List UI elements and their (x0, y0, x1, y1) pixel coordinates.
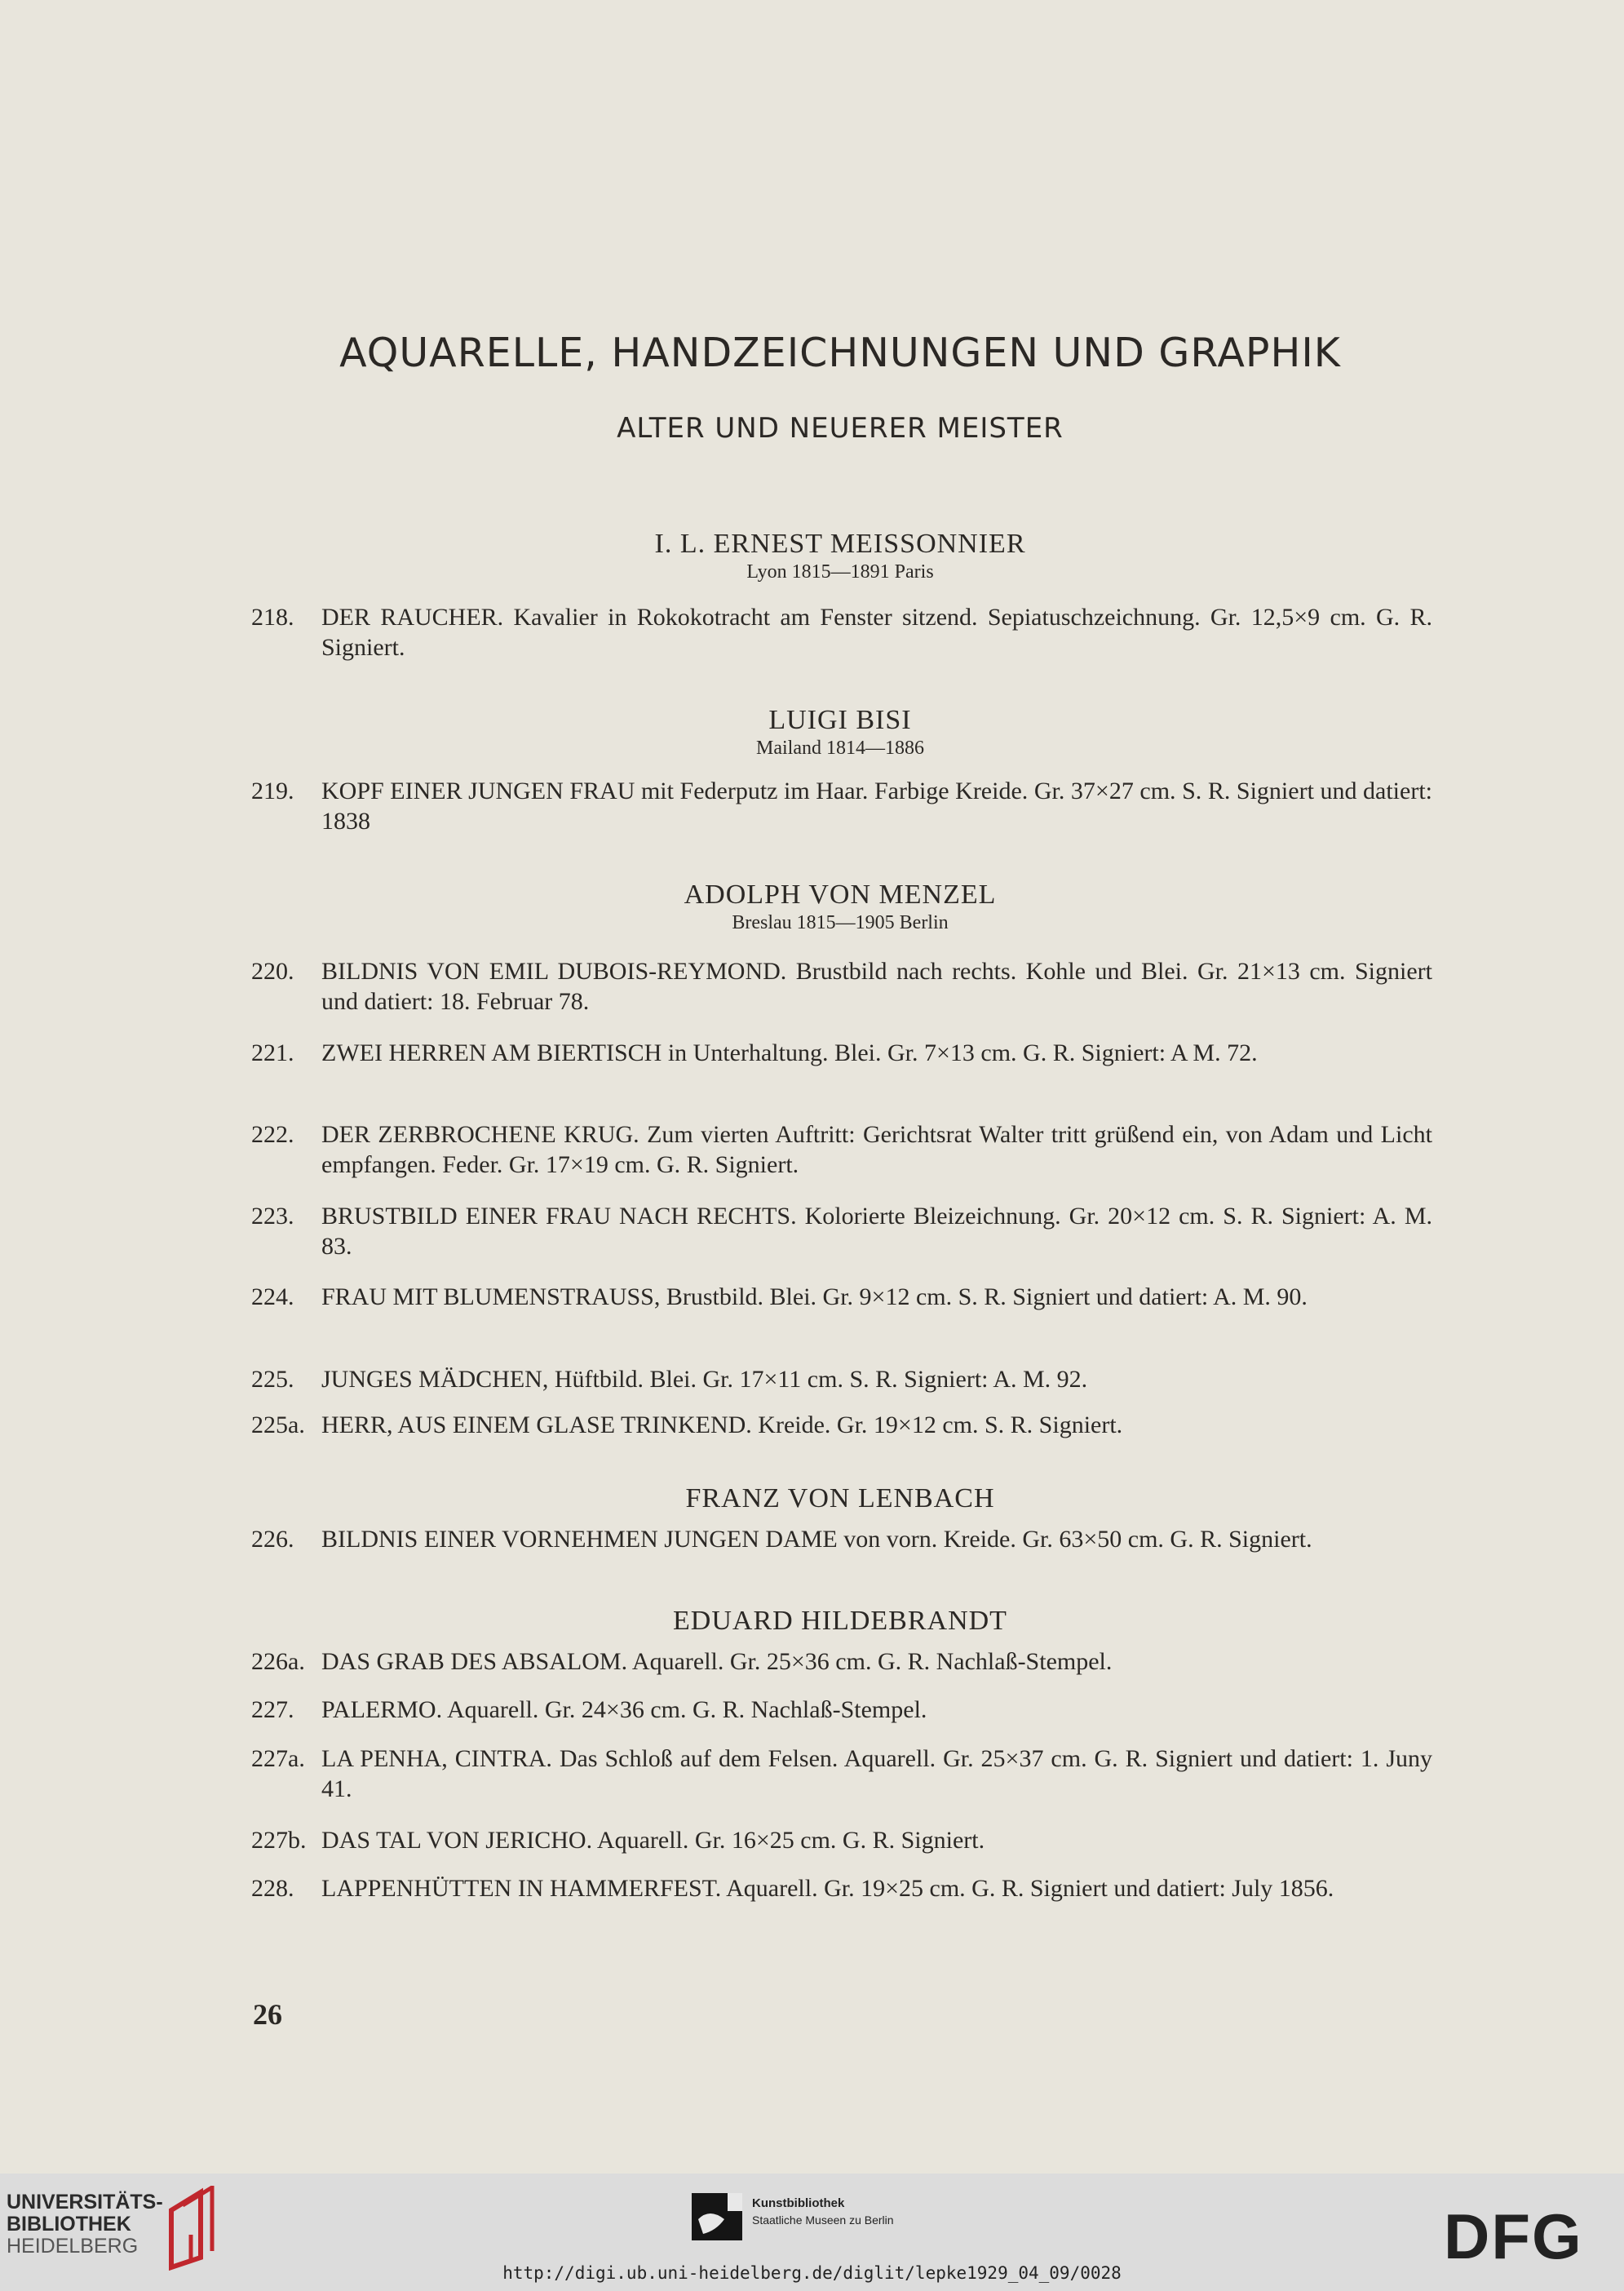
catalog-entry (251, 1119, 1432, 1180)
entry-number: 227. (251, 1696, 294, 1723)
artist-heading (0, 705, 1624, 760)
entry-number: 218. (251, 604, 294, 631)
artist-life: Mailand 1814—1886 (756, 738, 924, 759)
entry-text: JUNGES MÄDCHEN, Hüftbild. Blei. Gr. 17×11 cm. S. R. Signiert: A. M. 92. (321, 1366, 1088, 1393)
artist-life: Breslau 1815—1905 Berlin (732, 912, 949, 933)
catalog-entry (251, 1282, 1432, 1312)
partner-sub: Staatliche Museen zu Berlin (752, 2213, 894, 2227)
entry-number: 227a. (251, 1745, 305, 1772)
library-name-line3: HEIDELBERG (7, 2235, 139, 2258)
dfg-logo[interactable]: DFG (1444, 2200, 1583, 2272)
artist-heading (0, 1483, 1624, 1514)
entry-text: DER ZERBROCHENE KRUG. Zum vierten Auftritt: Gerichtsrat Walter tritt grüßend ein, von Adam und Licht empfangen. Feder. Gr. 17×19 cm. G. R. Signiert. (321, 1121, 1432, 1178)
catalog-entry (251, 1364, 1432, 1394)
entry-number: 224. (251, 1283, 294, 1310)
catalog-entry (251, 1410, 1432, 1440)
catalog-entry (251, 1201, 1432, 1261)
entry-number: 225. (251, 1366, 294, 1393)
entry-text: BILDNIS VON EMIL DUBOIS-REYMOND. Brustbild nach rechts. Kohle und Blei. Gr. 21×13 cm. Signiert und datiert: 18. Februar 78. (321, 958, 1432, 1015)
entry-text: ZWEI HERREN AM BIERTISCH in Unterhaltung. Blei. Gr. 7×13 cm. G. R. Signiert: A M. 72. (321, 1039, 1258, 1066)
artist-name: ADOLPH VON MENZEL (684, 880, 997, 910)
catalog-entry (251, 1695, 1432, 1725)
entry-number: 225a. (251, 1411, 305, 1438)
kunstbibliothek-logo-icon (692, 2193, 742, 2240)
university-library-logo[interactable] (7, 2191, 163, 2258)
library-emblem-icon (163, 2186, 225, 2271)
entry-text: LA PENHA, CINTRA. Das Schloß auf dem Felsen. Aquarell. Gr. 25×37 cm. G. R. Signiert und datiert: 1. Juny 41. (321, 1745, 1432, 1802)
entry-text: FRAU MIT BLUMENSTRAUSS, Brustbild. Blei. Gr. 9×12 cm. S. R. Signiert und datiert: A. M. 90. (321, 1283, 1308, 1310)
library-name-line2: BIBLIOTHEK (7, 2213, 131, 2236)
entry-number: 228. (251, 1875, 294, 1902)
catalog-entry (251, 1744, 1432, 1804)
catalog-entry (251, 1038, 1432, 1068)
entry-text: PALERMO. Aquarell. Gr. 24×36 cm. G. R. Nachlaß-Stempel. (321, 1696, 927, 1723)
page-url-link[interactable]: http://digi.ub.uni-heidelberg.de/diglit/lepke1929_04_09/0028 (502, 2263, 1122, 2283)
entry-number: 226. (251, 1526, 294, 1553)
entry-text: BILDNIS EINER VORNEHMEN JUNGEN DAME von vorn. Kreide. Gr. 63×50 cm. G. R. Signiert. (321, 1526, 1312, 1553)
artist-heading (0, 1606, 1624, 1637)
catalog-entry (251, 1873, 1432, 1903)
artist-life: Lyon 1815—1891 Paris (746, 561, 934, 583)
page-title: AQUARELLE, HANDZEICHNUNGEN UND GRAPHIK (339, 330, 1341, 376)
entry-text: DAS GRAB DES ABSALOM. Aquarell. Gr. 25×36 cm. G. R. Nachlaß-Stempel. (321, 1648, 1113, 1675)
entry-text: DAS TAL VON JERICHO. Aquarell. Gr. 16×25 cm. G. R. Signiert. (321, 1827, 985, 1854)
entry-number: 220. (251, 958, 294, 985)
catalog-entry (251, 602, 1432, 662)
entry-text: BRUSTBILD EINER FRAU NACH RECHTS. Kolorierte Bleizeichnung. Gr. 20×12 cm. S. R. Signiert: A. M. 83. (321, 1203, 1432, 1260)
entry-number: 223. (251, 1203, 294, 1230)
artist-name: LUIGI BISI (768, 705, 912, 735)
entry-text: KOPF EINER JUNGEN FRAU mit Federputz im Haar. Farbige Kreide. Gr. 37×27 cm. S. R. Signiert und datiert: 1838 (321, 778, 1432, 835)
entry-number: 227b. (251, 1827, 307, 1854)
artist-heading (0, 529, 1624, 583)
entry-number: 222. (251, 1121, 294, 1148)
catalog-entry (251, 1825, 1432, 1855)
page-subtitle: ALTER UND NEUERER MEISTER (617, 412, 1064, 445)
catalog-entry (251, 776, 1432, 836)
artist-name: EDUARD HILDEBRANDT (673, 1606, 1007, 1636)
artist-heading (0, 880, 1624, 934)
entry-number: 226a. (251, 1648, 305, 1675)
library-name-line1: UNIVERSITÄTS- (7, 2191, 163, 2213)
artist-name: FRANZ VON LENBACH (685, 1483, 995, 1513)
entry-number: 221. (251, 1039, 294, 1066)
partner-name: Kunstbibliothek (752, 2196, 845, 2210)
catalog-entry (251, 1524, 1432, 1554)
entry-number: 219. (251, 778, 294, 804)
catalog-entry (251, 1646, 1432, 1677)
artist-name: I. L. ERNEST MEISSONNIER (654, 529, 1026, 559)
entry-text: LAPPENHÜTTEN IN HAMMERFEST. Aquarell. Gr. 19×25 cm. G. R. Signiert und datiert: July 1856. (321, 1875, 1334, 1902)
entry-text: HERR, AUS EINEM GLASE TRINKEND. Kreide. Gr. 19×12 cm. S. R. Signiert. (321, 1411, 1123, 1438)
catalog-entry (251, 956, 1432, 1017)
page-number: 26 (253, 1998, 282, 2031)
partner-label (752, 2195, 894, 2228)
entry-text: DER RAUCHER. Kavalier in Rokokotracht am Fenster sitzend. Sepiatuschzeichnung. Gr. 12,5×9 cm. G. R. Signiert. (321, 604, 1432, 661)
